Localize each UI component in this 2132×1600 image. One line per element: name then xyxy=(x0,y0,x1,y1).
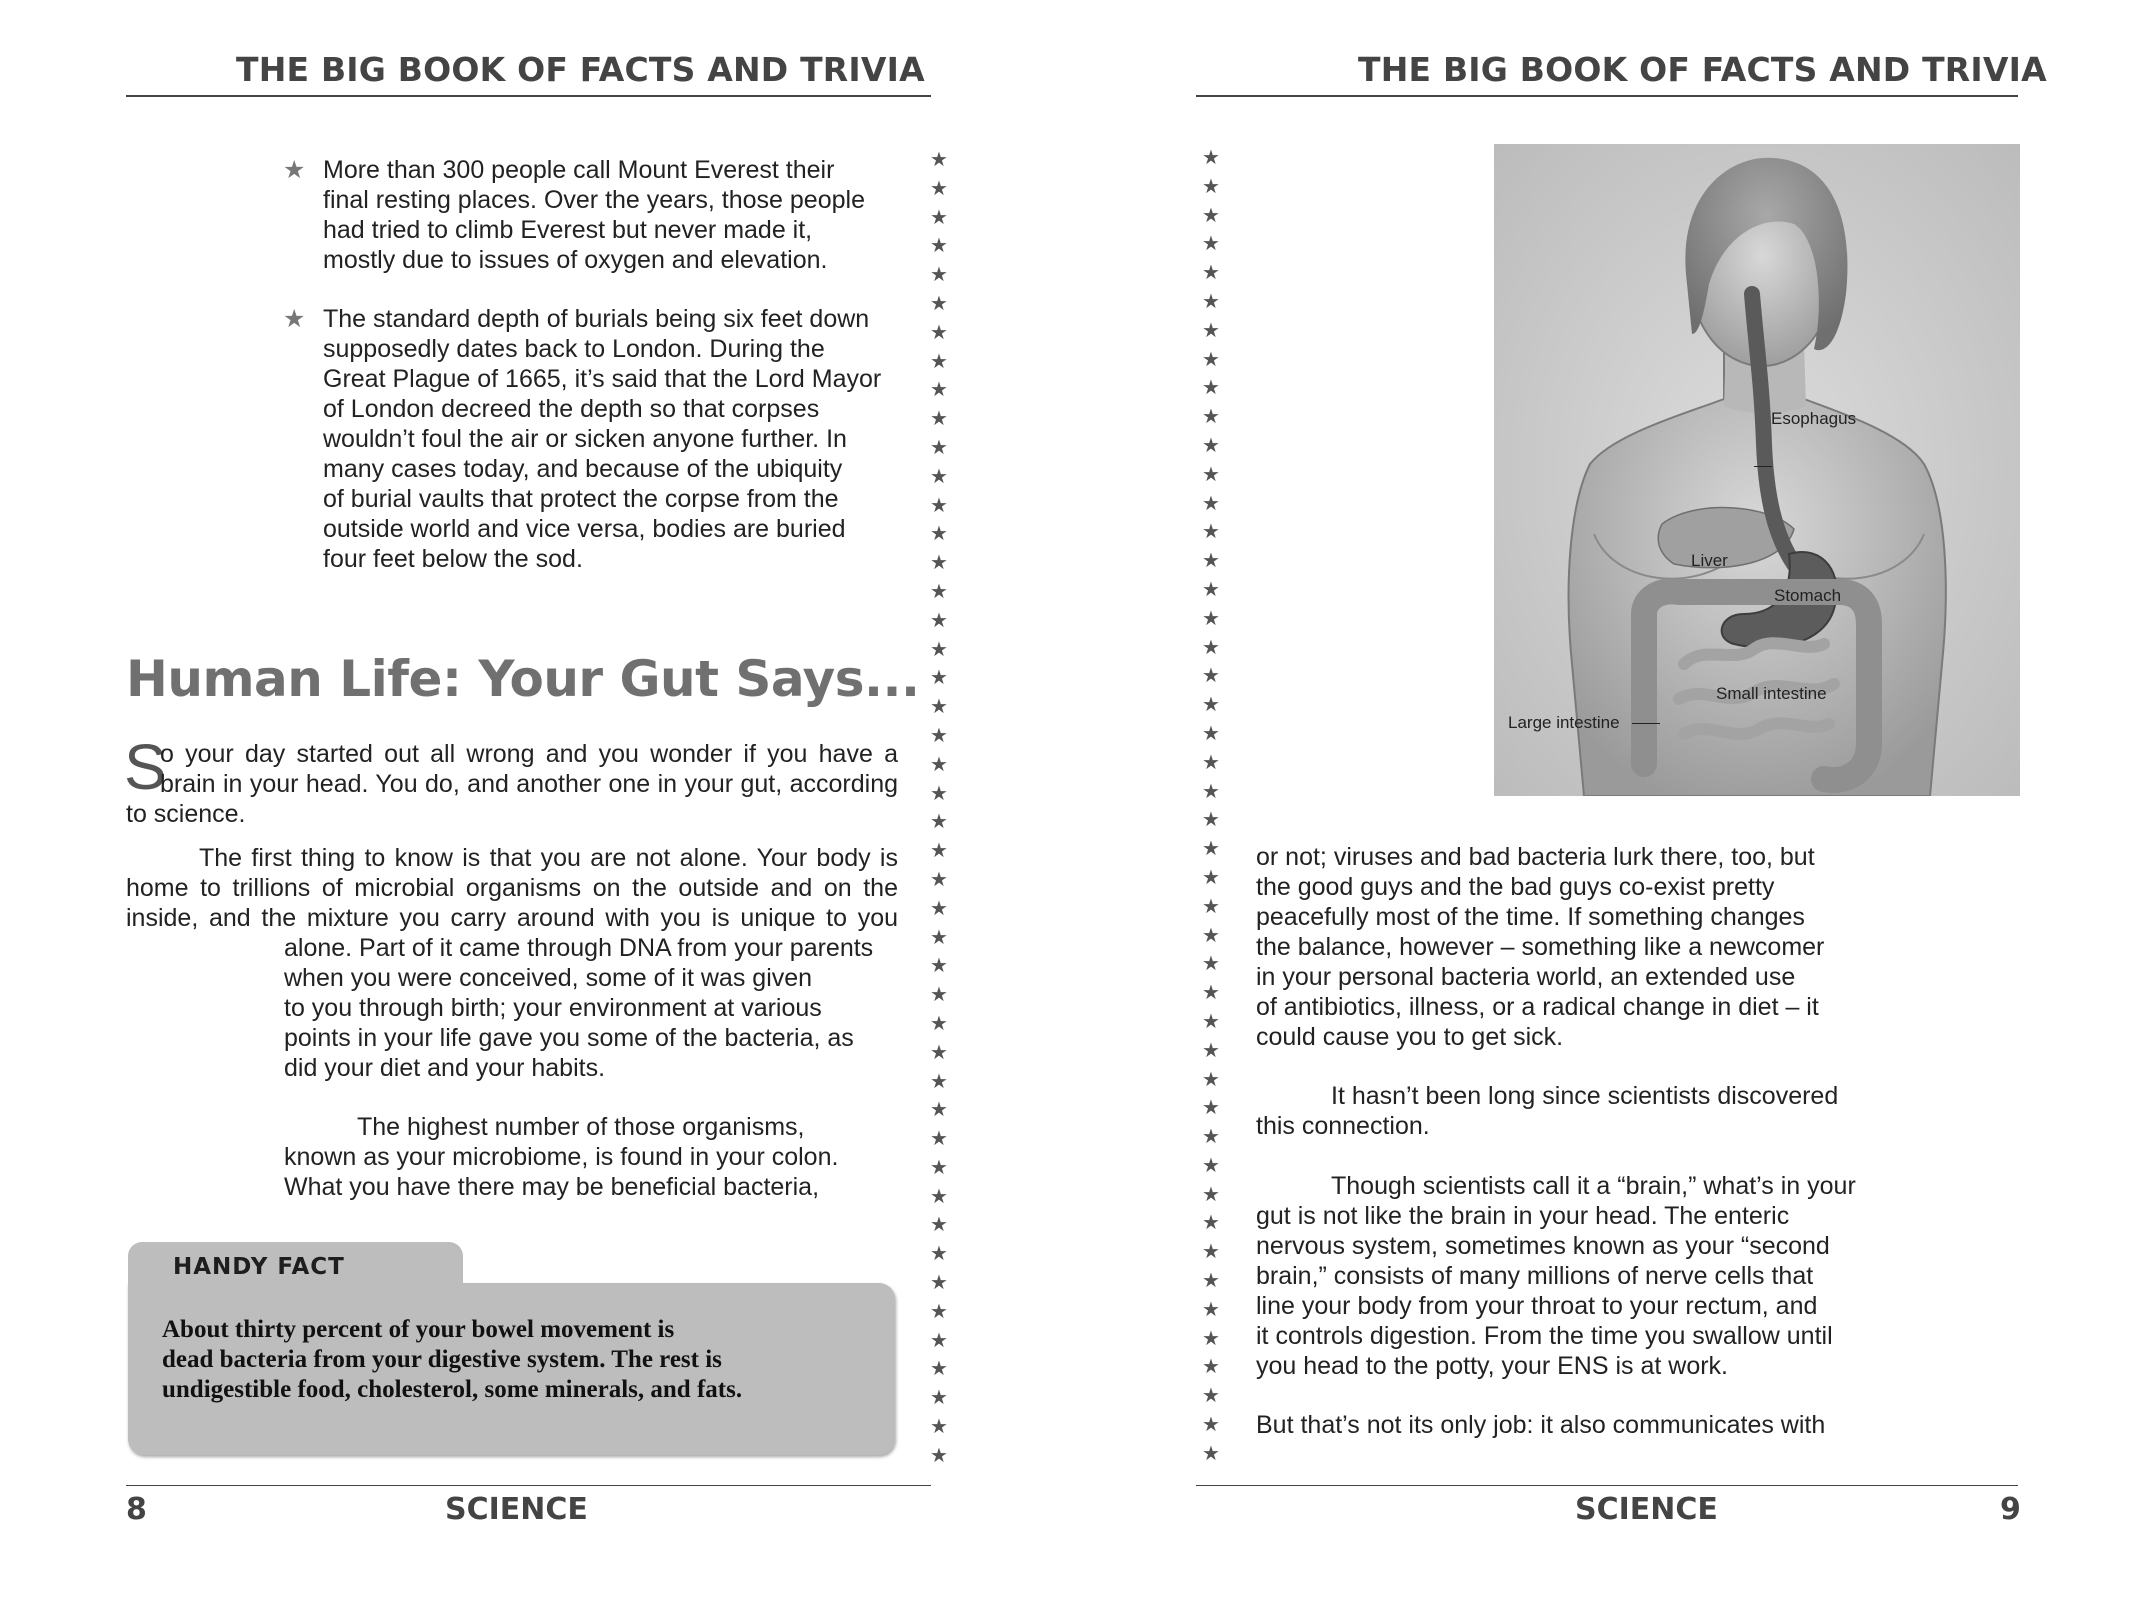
star-border-left xyxy=(924,146,954,1471)
footer-section-right: SCIENCE xyxy=(1575,1492,1718,1527)
para2-cont-line: did your diet and your habits. xyxy=(284,1054,606,1082)
header-rule-left xyxy=(126,95,931,97)
star-icon: ★ xyxy=(1202,406,1220,429)
star-icon: ★ xyxy=(1202,463,1220,486)
bullet-line: The standard depth of burials being six feet down xyxy=(323,305,870,333)
star-icon: ★ xyxy=(1202,1270,1220,1293)
star-icon: ★ xyxy=(1202,924,1220,947)
star-icon: ★ xyxy=(930,379,948,402)
star-icon: ★ xyxy=(930,609,948,632)
star-icon: ★ xyxy=(1202,1385,1220,1408)
star-icon: ★ xyxy=(930,811,948,834)
star-icon: ★ xyxy=(930,436,948,459)
intro-line: o your day started out all wrong and you wonder if you have a xyxy=(160,740,898,768)
label-small-intestine: Small intestine xyxy=(1716,684,1827,703)
para2-cont-line: to you through birth; your environment at various xyxy=(284,994,822,1022)
para2-line: The first thing to know is that you are not alone. Your body is xyxy=(199,844,898,872)
para2-cont-line: when you were conceived, some of it was given xyxy=(284,964,813,992)
star-icon: ★ xyxy=(1202,377,1220,400)
right-para1-line: or not; viruses and bad bacteria lurk there, too, but xyxy=(1256,843,1815,871)
star-icon: ★ xyxy=(1202,866,1220,889)
star-icon: ★ xyxy=(930,840,948,863)
star-icon: ★ xyxy=(1202,1154,1220,1177)
star-icon: ★ xyxy=(930,1070,948,1093)
bullet-star-icon: ★ xyxy=(283,305,306,333)
star-icon: ★ xyxy=(930,408,948,431)
right-para1-line: the good guys and the bad guys co-exist pretty xyxy=(1256,873,1775,901)
star-icon: ★ xyxy=(930,1128,948,1151)
label-liver: Liver xyxy=(1691,551,1728,570)
bullet-line: wouldn’t foul the air or sicken anyone further. In xyxy=(323,425,847,453)
star-icon: ★ xyxy=(1202,578,1220,601)
star-icon: ★ xyxy=(1202,953,1220,976)
footer-rule-left xyxy=(126,1485,931,1486)
para3-line: The highest number of those organisms, xyxy=(357,1113,805,1141)
star-icon: ★ xyxy=(930,1358,948,1381)
star-icon: ★ xyxy=(930,494,948,517)
leader-line-large-intestine xyxy=(1632,723,1660,724)
star-icon: ★ xyxy=(1202,550,1220,573)
star-icon: ★ xyxy=(930,552,948,575)
right-para4-line: But that’s not its only job: it also communicates with xyxy=(1256,1411,1826,1439)
right-para1-line: could cause you to get sick. xyxy=(1256,1023,1564,1051)
right-para1-line: peacefully most of the time. If something changes xyxy=(1256,903,1805,931)
star-icon: ★ xyxy=(1202,233,1220,256)
handy-fact-line: undigestible food, cholesterol, some minerals, and fats. xyxy=(162,1376,743,1403)
star-icon: ★ xyxy=(930,1329,948,1352)
handy-fact-line: dead bacteria from your digestive system. The rest is xyxy=(162,1346,722,1373)
bullet-line: supposedly dates back to London. During the xyxy=(323,335,825,363)
star-icon: ★ xyxy=(1202,1010,1220,1033)
right-para3-line: you head to the potty, your ENS is at work. xyxy=(1256,1352,1728,1380)
right-para2-line: It hasn’t been long since scientists discovered xyxy=(1331,1082,1839,1110)
star-icon: ★ xyxy=(1202,838,1220,861)
star-icon: ★ xyxy=(1202,722,1220,745)
right-para1-line: in your personal bacteria world, an extended use xyxy=(1256,963,1796,991)
star-icon: ★ xyxy=(1202,1126,1220,1149)
star-icon: ★ xyxy=(1202,204,1220,227)
running-head-right: THE BIG BOOK OF FACTS AND TRIVIA xyxy=(1358,50,2047,89)
star-icon: ★ xyxy=(930,206,948,229)
footer-section-left: SCIENCE xyxy=(445,1492,588,1527)
star-icon: ★ xyxy=(1202,1298,1220,1321)
right-para3-line: line your body from your throat to your rectum, and xyxy=(1256,1292,1818,1320)
bullet-line: four feet below the sod. xyxy=(323,545,583,573)
star-icon: ★ xyxy=(930,321,948,344)
star-icon: ★ xyxy=(930,724,948,747)
bullet-star-icon: ★ xyxy=(283,156,306,184)
star-icon: ★ xyxy=(1202,434,1220,457)
bullet-line: of London decreed the depth so that corpses xyxy=(323,395,820,423)
right-para3-line: gut is not like the brain in your head. The enteric xyxy=(1256,1202,1790,1230)
star-icon: ★ xyxy=(930,638,948,661)
star-icon: ★ xyxy=(930,350,948,373)
label-large-intestine: Large intestine xyxy=(1508,713,1620,732)
star-icon: ★ xyxy=(930,753,948,776)
star-icon: ★ xyxy=(930,696,948,719)
star-icon: ★ xyxy=(930,1416,948,1439)
star-icon: ★ xyxy=(1202,492,1220,515)
intro-line: to science. xyxy=(126,800,246,828)
header-rule-right xyxy=(1196,95,2018,97)
running-head-left: THE BIG BOOK OF FACTS AND TRIVIA xyxy=(236,50,925,89)
star-icon: ★ xyxy=(1202,751,1220,774)
star-icon: ★ xyxy=(1202,175,1220,198)
star-icon: ★ xyxy=(1202,1414,1220,1437)
bullet-line: had tried to climb Everest but never made it, xyxy=(323,216,813,244)
right-para3-line: nervous system, sometimes known as your “second xyxy=(1256,1232,1830,1260)
star-icon: ★ xyxy=(930,1300,948,1323)
section-heading: Human Life: Your Gut Says... xyxy=(126,650,920,708)
star-icon: ★ xyxy=(930,149,948,171)
para3-line: What you have there may be beneficial bacteria, xyxy=(284,1173,820,1201)
star-icon: ★ xyxy=(1202,147,1220,169)
star-icon: ★ xyxy=(930,1041,948,1064)
page-number-left: 8 xyxy=(126,1492,147,1527)
star-icon: ★ xyxy=(930,177,948,200)
star-icon: ★ xyxy=(1202,319,1220,342)
star-icon: ★ xyxy=(1202,1327,1220,1350)
star-icon: ★ xyxy=(930,1214,948,1237)
label-stomach: Stomach xyxy=(1774,586,1842,605)
star-icon: ★ xyxy=(930,1272,948,1295)
star-icon: ★ xyxy=(930,465,948,488)
star-icon: ★ xyxy=(1202,1039,1220,1062)
right-para2-line: this connection. xyxy=(1256,1112,1430,1140)
bullet-line: final resting places. Over the years, those people xyxy=(323,186,865,214)
handy-fact-line: About thirty percent of your bowel movement is xyxy=(162,1316,675,1343)
star-icon: ★ xyxy=(1202,809,1220,832)
para2-line: home to trillions of microbial organisms on the outside and on the xyxy=(126,874,898,902)
star-icon: ★ xyxy=(1202,262,1220,285)
intro-line: brain in your head. You do, and another one in your gut, according xyxy=(160,770,898,798)
star-icon: ★ xyxy=(930,1185,948,1208)
para2-line: inside, and the mixture you carry around with you is unique to you xyxy=(126,904,898,932)
star-icon: ★ xyxy=(1202,895,1220,918)
star-icon: ★ xyxy=(930,782,948,805)
right-para3-line: brain,” consists of many millions of nerve cells that xyxy=(1256,1262,1814,1290)
star-icon: ★ xyxy=(930,1387,948,1410)
star-icon: ★ xyxy=(1202,982,1220,1005)
drop-cap: S xyxy=(124,731,167,803)
star-icon: ★ xyxy=(930,1099,948,1122)
star-icon: ★ xyxy=(1202,1241,1220,1264)
right-para3-line: it controls digestion. From the time you swallow until xyxy=(1256,1322,1833,1350)
star-icon: ★ xyxy=(930,1012,948,1035)
star-icon: ★ xyxy=(930,1243,948,1266)
star-icon: ★ xyxy=(930,580,948,603)
star-icon: ★ xyxy=(1202,1183,1220,1206)
star-icon: ★ xyxy=(1202,290,1220,313)
handy-fact-text xyxy=(162,1315,882,1405)
digestive-system-illustration xyxy=(1494,144,2020,796)
bullet-line: outside world and vice versa, bodies are buried xyxy=(323,515,846,543)
star-icon: ★ xyxy=(1202,1212,1220,1235)
para3-line: known as your microbiome, is found in your colon. xyxy=(284,1143,839,1171)
star-icon: ★ xyxy=(930,868,948,891)
page-number-right: 9 xyxy=(2000,1492,2021,1527)
handy-fact-title: HANDY FACT xyxy=(128,1242,463,1292)
star-icon: ★ xyxy=(1202,607,1220,630)
footer-rule-right xyxy=(1196,1485,2018,1486)
bullet-line: Great Plague of 1665, it’s said that the Lord Mayor xyxy=(323,365,882,393)
star-icon: ★ xyxy=(1202,348,1220,371)
star-icon: ★ xyxy=(930,955,948,978)
right-para1-line: of antibiotics, illness, or a radical change in diet – it xyxy=(1256,993,1819,1021)
star-icon: ★ xyxy=(1202,1442,1220,1465)
star-border-right xyxy=(1196,144,1226,1469)
star-icon: ★ xyxy=(930,984,948,1007)
star-icon: ★ xyxy=(1202,636,1220,659)
star-icon: ★ xyxy=(1202,694,1220,717)
para2-cont-line: alone. Part of it came through DNA from your parents xyxy=(284,934,874,962)
leader-line-esophagus xyxy=(1754,466,1772,467)
star-icon: ★ xyxy=(930,1156,948,1179)
star-icon: ★ xyxy=(930,897,948,920)
right-para1-line: the balance, however – something like a newcomer xyxy=(1256,933,1825,961)
star-icon: ★ xyxy=(930,264,948,287)
star-icon: ★ xyxy=(930,1444,948,1467)
star-icon: ★ xyxy=(1202,521,1220,544)
star-icon: ★ xyxy=(930,926,948,949)
star-icon: ★ xyxy=(1202,665,1220,688)
bullet-line: of burial vaults that protect the corpse from the xyxy=(323,485,839,513)
star-icon: ★ xyxy=(1202,780,1220,803)
bullet-line: More than 300 people call Mount Everest their xyxy=(323,156,835,184)
star-icon: ★ xyxy=(930,667,948,690)
star-icon: ★ xyxy=(1202,1356,1220,1379)
star-icon: ★ xyxy=(930,523,948,546)
label-esophagus: Esophagus xyxy=(1771,409,1857,428)
right-para3-line: Though scientists call it a “brain,” what’s in your xyxy=(1331,1172,1856,1200)
bullet-line: mostly due to issues of oxygen and elevation. xyxy=(323,246,828,274)
para2-cont-line: points in your life gave you some of the bacteria, as xyxy=(284,1024,854,1052)
bullet-line: many cases today, and because of the ubiquity xyxy=(323,455,843,483)
star-icon: ★ xyxy=(1202,1097,1220,1120)
star-icon: ★ xyxy=(1202,1068,1220,1091)
star-icon: ★ xyxy=(930,235,948,258)
star-icon: ★ xyxy=(930,292,948,315)
